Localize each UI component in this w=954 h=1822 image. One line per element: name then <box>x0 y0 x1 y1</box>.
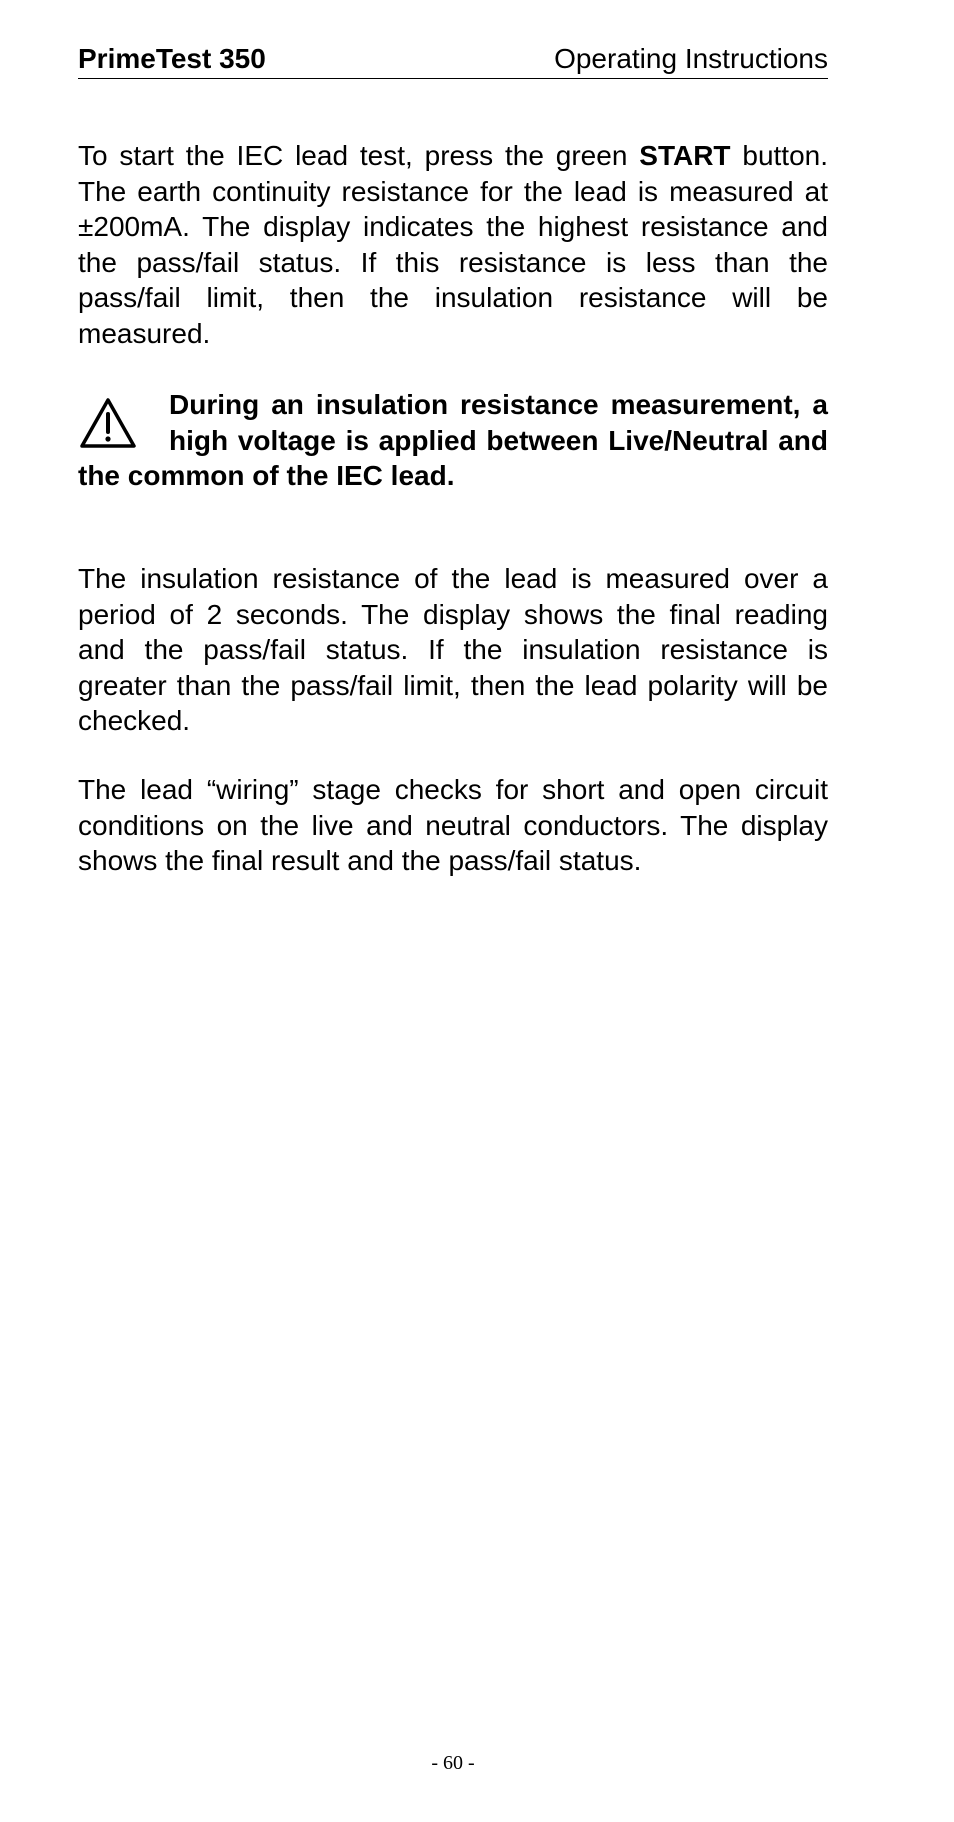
start-button-label: START <box>639 140 731 171</box>
page-number: - 60 - <box>431 1752 475 1774</box>
document-subtitle: Operating Instructions <box>554 43 828 74</box>
paragraph-start-test-text-2: button. The earth continuity resistance for the lead is measured at ±200mA. The display indicates the highest resistance and the pass/fail status. If this resistance is less than the pass/fail limit, then the insulation resistance will be measured. <box>78 140 829 349</box>
warning-text: During an insulation resistance measurement, a high voltage is applied between Live/Neutral and the common of the IEC lead. <box>78 389 828 491</box>
paragraph-start-test-text-1: To start the IEC lead test, press the green <box>78 140 640 171</box>
warning-triangle-icon <box>78 387 169 457</box>
warning-note <box>78 387 828 494</box>
page-header <box>78 44 828 79</box>
paragraph-wiring: The lead “wiring” stage checks for short and open circuit conditions on the live and neutral conductors. The display shows the final result and the pass/fail status. <box>78 774 828 876</box>
paragraph-insulation: The insulation resistance of the lead is measured over a period of 2 seconds. The display shows the final reading and the pass/fail status. If the insulation resistance is greater than the pass/fail limit, then the lead polarity will be checked. <box>78 563 828 736</box>
paragraph-start-test <box>78 138 828 351</box>
document-title: PrimeTest 350 <box>78 43 266 74</box>
